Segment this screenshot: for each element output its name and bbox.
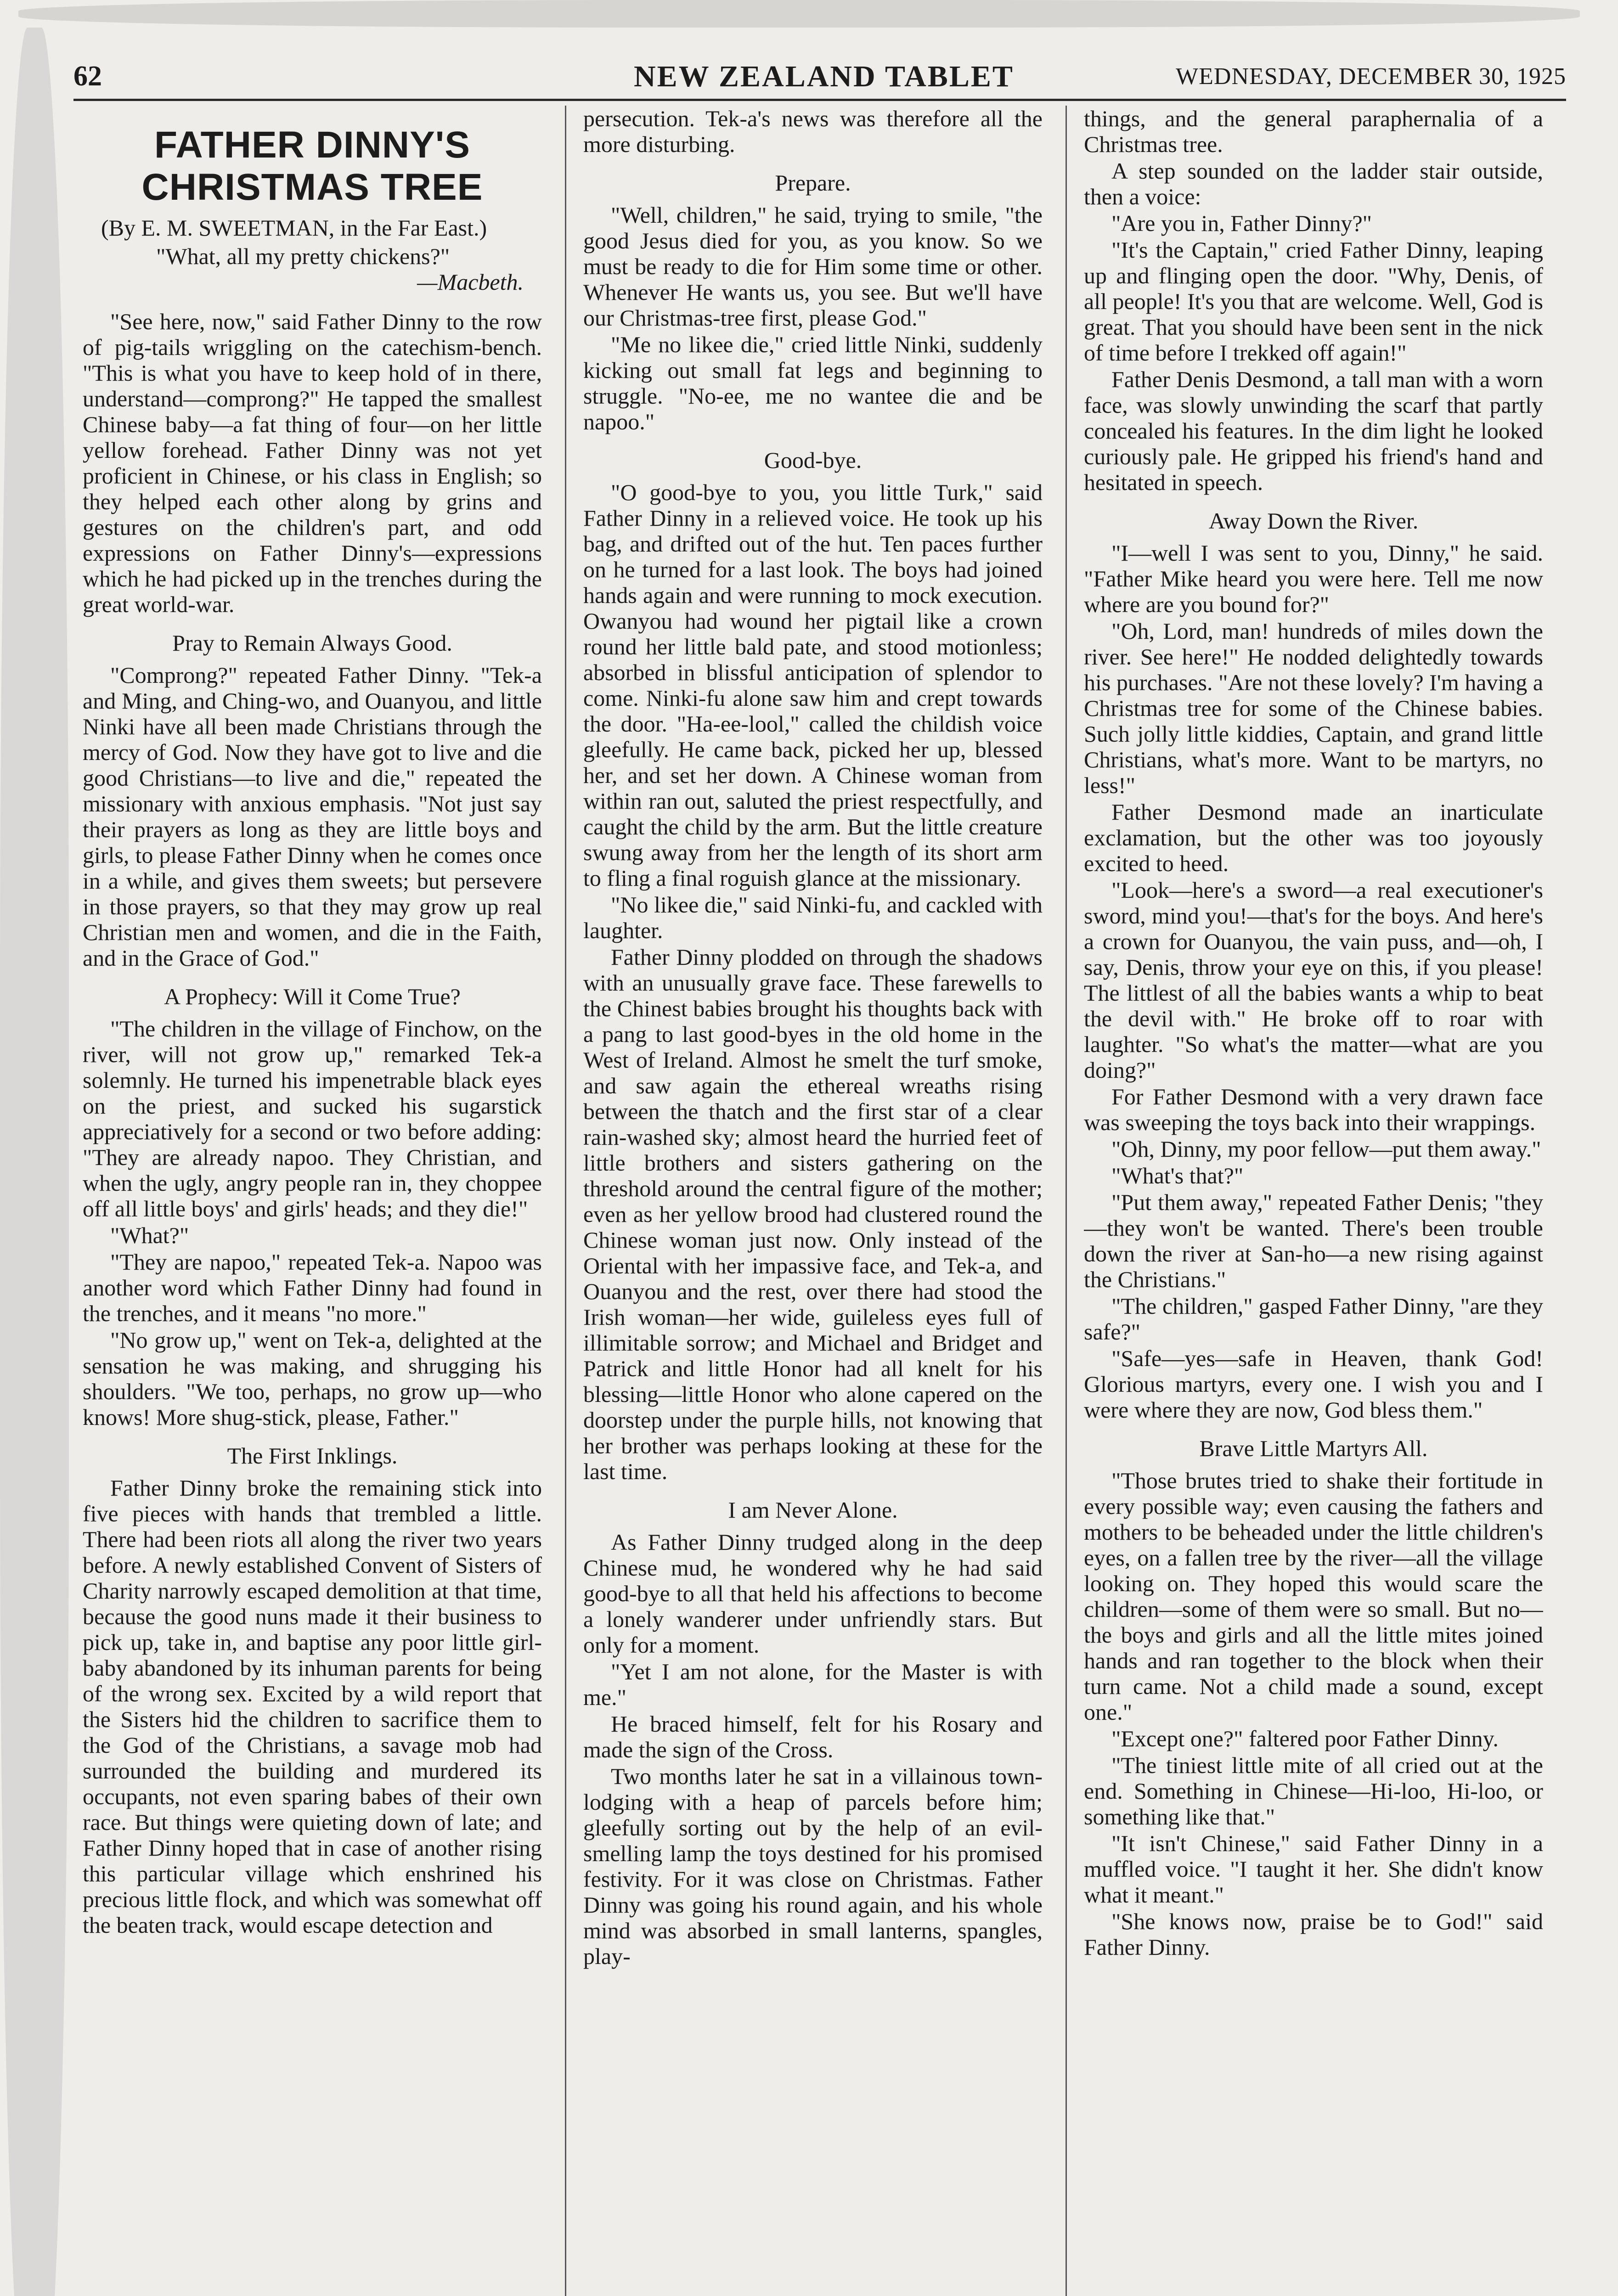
article-paragraph: "The tiniest little mite of all cried out at the end. Something in Chinese—Hi-loo, Hi-loo, or something like that." (1084, 1752, 1543, 1829)
article-paragraph: A step sounded on the ladder stair outside, then a voice: (1084, 158, 1543, 209)
print-smudge (0, 28, 69, 2296)
article-paragraph: "It's the Captain," cried Father Dinny, leaping up and flinging open the door. "Why, Denis, of all people! It's you that are welcome. Well, God is great. That you should have been sent in the nick of time before I trekked off again!" (1084, 237, 1543, 366)
article-paragraph: Father Dinny broke the remaining stick into five pieces with hands that trembled a little. There had been riots all along the river two years before. A newly established Convent of Sisters of Charity narrowly escaped demolition at that time, because the good nuns made it their business to pick up, take in, and baptise any poor little girl-baby abandoned by its inhuman parents for being of the wrong sex. Excited by a wild report that the Sisters hid the children to sacrifice them to the God of the Christians, a savage mob had surrounded the building and murdered its occupants, not even sparing babes of their own race. But things were quieting down of late; and Father Dinny hoped that in case of another rising this particular village which enshrined his precious little flock, and which was somewhat off the beaten track, would escape detection and (83, 1475, 542, 1938)
article-paragraph: "The children in the village of Finchow, on the river, will not grow up," remarked Tek-a solemnly. He turned his impenetrable black eyes on the priest, and sucked his sugarstick appreciatively for a second or two before adding: "They are already napoo. They Christian, and when the ugly, angry people ran in, they choppee off all little boys' and girls' heads; and they die!" (83, 1016, 542, 1221)
article-paragraph: "Oh, Lord, man! hundreds of miles down the river. See here!" He nodded delightedly towards his purchases. "Are not these lovely? I'm having a Christmas tree for some of the Chinese babies. Such jolly little kiddies, Captain, and grand little Christians, what's more. Want to be martyrs, no less!" (1084, 618, 1543, 798)
article-paragraph: "No grow up," went on Tek-a, delighted at the sensation he was making, and shrugging his shoulders. "We too, perhaps, no grow up—who knows! More shug-stick, please, Father." (83, 1327, 542, 1430)
column-rule (1066, 106, 1067, 2296)
section-heading: A Prophecy: Will it Come True? (164, 984, 461, 1009)
print-smudge (18, 0, 1580, 28)
article-paragraph: "It isn't Chinese," said Father Dinny in a muffled voice. "I taught it her. She didn't know what it meant." (1084, 1830, 1543, 1908)
issue-date: WEDNESDAY, DECEMBER 30, 1925 (1176, 63, 1566, 90)
section-heading: Prepare. (775, 170, 851, 196)
column-rule (565, 106, 566, 2296)
article-paragraph: "I—well I was sent to you, Dinny," he said. "Father Mike heard you were here. Tell me now where are you bound for?" (1084, 540, 1543, 617)
article-column-3 (1084, 106, 1543, 2296)
section-heading: I am Never Alone. (728, 1497, 898, 1523)
article-paragraph: For Father Desmond with a very drawn face was sweeping the toys back into their wrappings. (1084, 1084, 1543, 1135)
article-paragraph: "See here, now," said Father Dinny to the row of pig-tails wriggling on the catechism-bench. "This is what you have to keep hold of in there, understand—comprong?" He tapped the smallest Chinese baby—a fat thing of four—on her little yellow forehead. Father Dinny was not yet proficient in Chinese, or his class in English; so they helped each other along by grins and gestures on the children's part, and odd expressions on Father Dinny's—expressions which he had picked up in the trenches during the great world-war. (83, 309, 542, 617)
article-paragraph: Father Denis Desmond, a tall man with a worn face, was slowly unwinding the scarf that partly concealed his features. In the dim light he looked curiously pale. He gripped his friend's hand and hesitated in speech. (1084, 366, 1543, 495)
masthead: NEW ZEALAND TABLET (634, 60, 1014, 93)
article-paragraph: He braced himself, felt for his Rosary and made the sign of the Cross. (583, 1711, 1043, 1762)
article-paragraph: "Except one?" faltered poor Father Dinny. (1111, 1726, 1499, 1751)
page-header (73, 57, 1566, 101)
epigraph-source: —Macbeth. (417, 269, 524, 295)
article-column-2 (583, 106, 1043, 2296)
article-title: FATHER DINNY'S CHRISTMAS TREE (141, 124, 483, 208)
article-paragraph: Two months later he sat in a villainous town-lodging with a heap of parcels before him; gleefully sorting out by the help of an evil-smelling lamp the toys destined for his promised festivity. For it was close on Christmas. Father Dinny was going his round again, and his whole mind was absorbed in small lanterns, spangles, play- (583, 1763, 1043, 1969)
article-paragraph: "Those brutes tried to shake their fortitude in every possible way; even causing the fathers and mothers to be beheaded under the little children's eyes, on a fallen tree by the river—all the village looking on. They hoped this would scare the children—some of them were so small. But no—the boys and girls and all the little mites joined hands and ran together to the block when their turn came. Not a child made a sound, except one." (1084, 1468, 1543, 1725)
article-paragraph: "What?" (110, 1222, 189, 1248)
article-paragraph: "Me no likee die," cried little Ninki, suddenly kicking out small fat legs and beginning to struggle. "No-ee, me no wantee die and be napoo." (583, 332, 1043, 434)
article-paragraph: Father Desmond made an inarticulate exclamation, but the other was too joyously excited to heed. (1084, 799, 1543, 876)
page-number: 62 (73, 61, 102, 92)
section-heading: Pray to Remain Always Good. (172, 630, 452, 656)
article-paragraph: "Put them away," repeated Father Denis; "they—they won't be wanted. There's been trouble down the river at San-ho—a new rising against the Christians." (1084, 1189, 1543, 1292)
section-heading: The First Inklings. (227, 1443, 398, 1469)
article-paragraph: Father Dinny plodded on through the shadows with an unusually grave face. These farewells to the Chinest babies brought his thoughts back with a pang to last good-byes in the old home in the West of Ireland. Almost he smelt the turf smoke, and saw again the ethereal wreaths rising between the thatch and the first star of a clear rain-washed sky; almost heard the hurried feet of little brothers and sisters gathering on the threshold around the central figure of the mother; even as her yellow brood had clustered round the Chinese woman just now. Only instead of the Oriental with her impassive face, and Tek-a, and Ouanyou and the rest, over there had stood the Irish woman—her wide, guileless eyes full of illimitable sorrow; and Michael and Bridget and Patrick and little Honor had all knelt for his blessing—little Honor who alone capered on the doorstep under the purple hills, not knowing that her brother was perhaps looking at these for the last time. (583, 944, 1043, 1484)
article-paragraph: "No likee die," said Ninki-fu, and cackled with laughter. (583, 892, 1043, 943)
article-paragraph: "Yet I am not alone, for the Master is with me." (583, 1659, 1043, 1710)
article-paragraph: things, and the general paraphernalia of a Christmas tree. (1084, 106, 1543, 157)
article-paragraph: "What's that?" (1111, 1163, 1244, 1188)
article-paragraph: "The children," gasped Father Dinny, "are they safe?" (1084, 1293, 1543, 1345)
article-paragraph: "She knows now, praise be to God!" said Father Dinny. (1084, 1908, 1543, 1960)
article-paragraph: persecution. Tek-a's news was therefore all the more disturbing. (583, 106, 1043, 157)
article-column-1 (83, 106, 542, 2296)
article-paragraph: "Are you in, Father Dinny?" (1111, 210, 1372, 236)
section-heading: Good-bye. (764, 447, 862, 473)
article-byline: (By E. M. SWEETMAN, in the Far East.) (101, 215, 487, 241)
article-paragraph: "Comprong?" repeated Father Dinny. "Tek-a and Ming, and Ching-wo, and Ouanyou, and little Ninki have all been made Christians through the mercy of God. Now they have got to live and die good Christians—to live and die," repeated the missionary with anxious emphasis. "Not just say their prayers as long as they are little boys and girls, to please Father Dinny when he comes once in a while, and gives them sweets; but persevere in those prayers, so that they may grow up real Christian men and women, and die in the Faith, and in the Grace of God." (83, 662, 542, 971)
article-paragraph: As Father Dinny trudged along in the deep Chinese mud, he wondered why he had said good-bye to all that held his affections to become a lonely wanderer under unfriendly stars. But only for a moment. (583, 1529, 1043, 1658)
article-paragraph: "Oh, Dinny, my poor fellow—put them away." (1111, 1136, 1541, 1162)
article-paragraph: "Look—here's a sword—a real executioner's sword, mind you!—that's for the boys. And here's a crown for Ouanyou, the vain puss, and—oh, I say, Denis, throw your eye on this, if you please! The littlest of all the babies wants a whip to beat the devil with." He broke off to roar with laughter. "So what's the matter—what are you doing?" (1084, 877, 1543, 1083)
epigraph: "What, all my pretty chickens?" (156, 243, 450, 269)
article-paragraph: "Well, children," he said, trying to smile, "the good Jesus died for you, as you know. So we must be ready to die for Him some time or other. Whenever He wants us, you see. But we'll have our Christmas-tree first, please God." (583, 202, 1043, 331)
section-heading: Away Down the River. (1208, 508, 1419, 534)
article-paragraph: "Safe—yes—safe in Heaven, thank God! Glorious martyrs, every one. I wish you and I were where they are now, God bless them." (1084, 1345, 1543, 1423)
article-paragraph: "They are napoo," repeated Tek-a. Napoo was another word which Father Dinny had found in the trenches, and it means "no more." (83, 1249, 542, 1326)
section-heading: Brave Little Martyrs All. (1199, 1435, 1428, 1461)
article-paragraph: "O good-bye to you, you little Turk," said Father Dinny in a relieved voice. He took up his bag, and drifted out of the hut. Ten paces further on he turned for a last look. The boys had joined hands again and were running to mock execution. Owanyou had wound her pigtail like a crown round her little bald pate, and stood motionless; absorbed in blissful anticipation of splendor to come. Ninki-fu alone saw him and crept towards the door. "Ha-ee-lool," called the childish voice gleefully. He came back, picked her up, blessed her, and set her down. A Chinese woman from within ran out, saluted the priest respectfully, and caught the child by the arm. But the little creature swung away from her the length of its short arm to fling a final roguish glance at the missionary. (583, 479, 1043, 891)
